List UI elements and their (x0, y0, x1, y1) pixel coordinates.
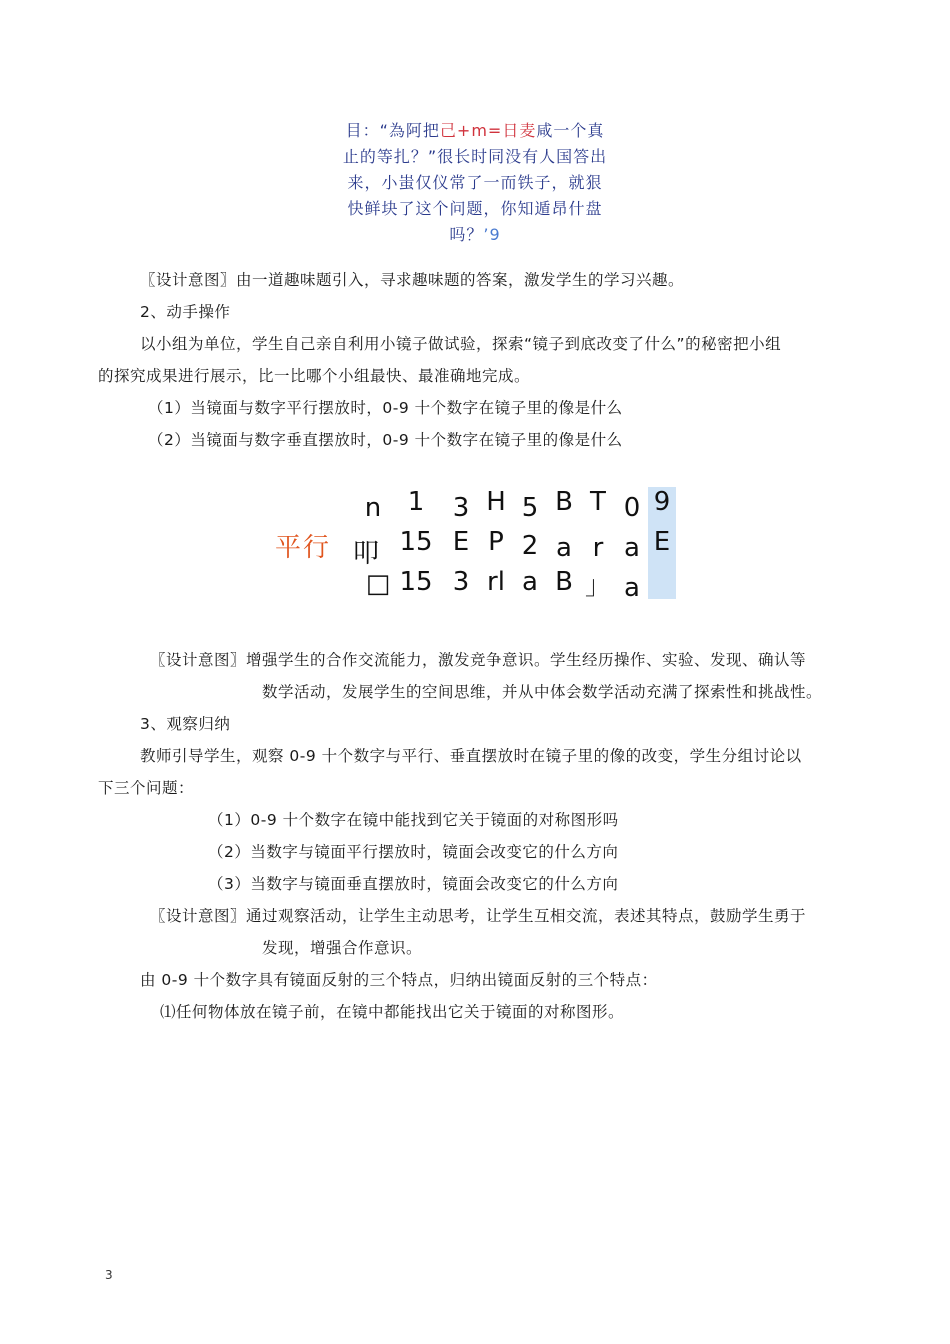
paragraph-2b: 的探究成果进行展示，比一比哪个小组最快、最准确地完成。 (98, 367, 531, 385)
mirror-cell: r (592, 533, 604, 563)
mirror-cell: B (555, 487, 573, 517)
question-1: （1）当镜面与数字平行摆放时，0-9 十个数字在镜子里的像是什么 (148, 399, 623, 417)
mirror-cell: P (488, 527, 504, 557)
mirror-cell: a (556, 533, 572, 563)
mirror-cell: E (653, 527, 671, 557)
riddle-text-block (330, 118, 620, 248)
riddle-line-4: 快鲜块了这个问题，你知遁昂什盘 (347, 199, 603, 218)
mirror-cell: 15 (399, 567, 433, 597)
mirror-cell: 5 (521, 493, 539, 523)
mirror-cell: 3 (452, 567, 470, 597)
design-intent-1: 〖设计意图〗由一道趣味题引入，寻求趣味题的答案，激发学生的学习兴趣。 (140, 271, 685, 289)
design-intent-2a: 〖设计意图〗增强学生的合作交流能力，激发竞争意识。学生经历操作、实验、发现、确认等 (150, 651, 807, 669)
section-heading-3: 3、观察归纳 (140, 715, 231, 733)
mirror-cell: 15 (399, 527, 433, 557)
mirror-cell: 3 (452, 493, 470, 523)
design-intent-2b: 数学活动，发展学生的空间思维，并从中体会数学活动充满了探索性和挑战性。 (262, 683, 823, 701)
riddle-line-5: 吗？’9 (449, 225, 501, 244)
mirror-cell: 」 (584, 571, 611, 601)
mirror-cell: n (364, 493, 382, 523)
mirror-cell: B (555, 567, 573, 597)
paragraph-4: 由 0-9 十个数字具有镜面反射的三个特点，归纳出镜面反射的三个特点： (140, 971, 658, 989)
mirror-label: 平行 (275, 533, 332, 563)
mirror-cell: 1 (407, 487, 425, 517)
question-2: （2）当镜面与数字垂直摆放时，0-9 十个数字在镜子里的像是什么 (148, 431, 623, 449)
mirror-cell: T (590, 487, 606, 517)
section-heading-2: 2、动手操作 (140, 303, 231, 321)
mirror-cell: a (522, 567, 538, 597)
paragraph-3b: 下三个问题： (98, 779, 195, 797)
mirror-cell: 2 (521, 531, 539, 561)
mirror-cell: □ (365, 569, 391, 599)
design-intent-3a: 〖设计意图〗通过观察活动，让学生主动思考，让学生互相交流，表述其特点，鼓励学生勇于 (150, 907, 807, 925)
discussion-2: （2）当数字与镜面平行摆放时，镜面会改变它的什么方向 (208, 843, 619, 861)
riddle-line-1: 目：“為阿把己+m=日麦咸一个真 (345, 121, 605, 140)
paragraph-3a: 教师引导学生，观察 0-9 十个数字与平行、垂直摆放时在镜子里的像的改变，学生分组讨论以 (140, 747, 802, 765)
discussion-1: （1）0-9 十个数字在镜中能找到它关于镜面的对称图形吗 (208, 811, 619, 829)
mirror-cell: E (452, 527, 470, 557)
mirror-cell: 0 (623, 493, 641, 523)
riddle-line-3: 来，小蚩仅仪常了一而铁子，就狠 (347, 173, 603, 192)
paragraph-5: ⑴任何物体放在镜子前，在镜中都能找出它关于镜面的对称图形。 (160, 1003, 625, 1021)
discussion-3: （3）当数字与镜面垂直摆放时，镜面会改变它的什么方向 (208, 875, 619, 893)
mirror-cell: a (624, 533, 640, 563)
riddle-line-2: 止的等扎？”很长时同没有人国答出 (342, 147, 608, 166)
mirror-cell: H (486, 487, 506, 517)
mirror-cell: a (624, 573, 640, 603)
paragraph-2a: 以小组为单位，学生自己亲自利用小镜子做试验，探索“镜子到底改变了什么”的秘密把小组 (140, 335, 782, 353)
mirror-cell: 叩 (352, 539, 379, 569)
mirror-cell: 9 (653, 487, 671, 517)
design-intent-3b: 发现，增强合作意识。 (262, 939, 423, 957)
mirror-cell: rl (487, 567, 505, 597)
page-number: 3 (105, 1268, 113, 1282)
